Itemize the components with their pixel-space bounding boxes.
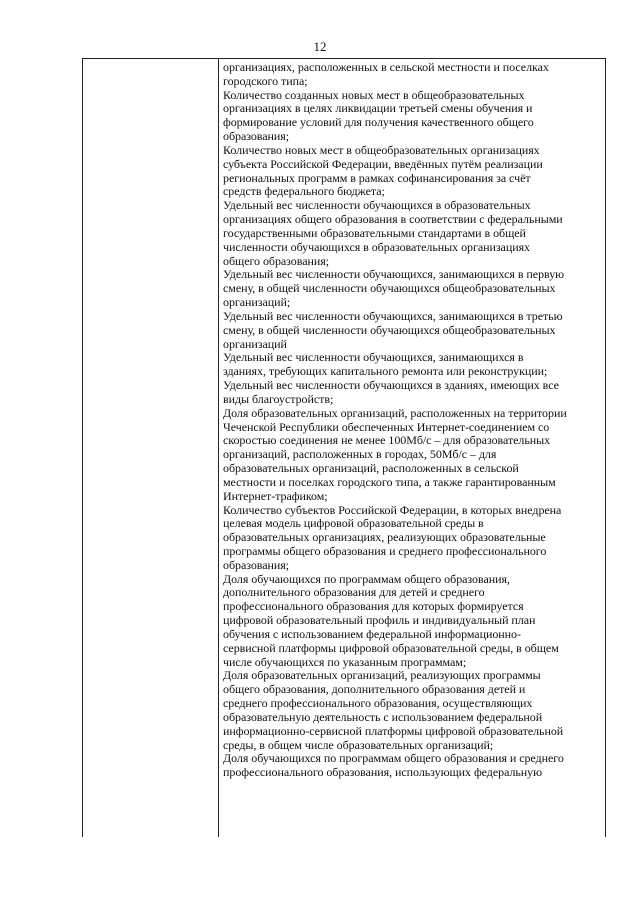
page-number: 12 (313, 39, 327, 54)
text-line: образовательную деятельность с использованием федеральной (223, 709, 543, 724)
text-line: Интернет-трафиком; (223, 488, 328, 503)
text-line: общего образования, дополнительного образования детей и (223, 682, 526, 697)
text-line: Доля обучающихся по программам общего образования, (223, 571, 510, 586)
text-line: общего образования; (223, 253, 329, 268)
text-line: виды благоустройств; (223, 391, 334, 406)
text-line: организациях, расположенных в сельской местности и поселках (223, 60, 549, 74)
text-line: смену, в общей численности обучающихся общеобразовательных (223, 281, 556, 296)
text-line: городского типа; (223, 73, 308, 88)
text-line: Чеченской Республики обеспеченных Интернет-соединением со (223, 419, 550, 434)
indicator-table (82, 58, 606, 837)
text-line: численности обучающихся в образовательных организациях (223, 239, 530, 254)
text-line: Удельный вес численности обучающихся, занимающихся в третью (223, 308, 563, 323)
text-line: среды, в общем числе образовательных организаций; (223, 737, 494, 752)
text-line: дополнительного образования для детей и среднего (223, 585, 485, 600)
text-line: образования; (223, 129, 290, 144)
text-line: профессионального образования, использующих федеральную (223, 765, 543, 780)
text-line: образования; (223, 557, 290, 572)
text-line: Количество субъектов Российской Федерации, в которых внедрена (223, 502, 562, 517)
text-line: Удельный вес численности обучающихся в зданиях, имеющих все (223, 378, 559, 393)
text-line: обучения с использованием федеральной информационно- (223, 626, 521, 641)
text-line: программы общего образования и среднего профессионального (223, 543, 547, 558)
text-line: Количество новых мест в общеобразовательных организациях (223, 142, 540, 157)
table-text-cell (219, 59, 605, 837)
text-line: скоростью соединения не менее 100Мб/с – для образовательных (223, 433, 551, 448)
text-line: организациях в целях ликвидации третьей смены обучения и (223, 101, 533, 116)
text-line: числе обучающихся по указанным программам; (223, 654, 467, 669)
text-line: государственными образовательными стандартами в общей (223, 225, 526, 240)
text-line: Доля образовательных организаций, расположенных на территории (223, 405, 567, 420)
text-line: Доля обучающихся по программам общего образования и среднего (223, 751, 564, 766)
text-line: образовательных организациях, реализующих образовательные (223, 530, 546, 545)
table-empty-cell (83, 59, 219, 837)
text-line: зданиях, требующих капитального ремонта или реконструкции; (223, 364, 548, 379)
text-line: организаций; (223, 295, 291, 310)
text-line: формирование условий для получения качественного общего (223, 115, 534, 130)
text-line: организациях общего образования в соответствии с федеральными (223, 212, 563, 227)
text-line: Удельный вес численности обучающихся, занимающихся в (223, 350, 524, 365)
text-line: региональных программ в рамках софинансирования за счёт (223, 170, 531, 185)
text-line: Количество созданных новых мест в общеобразовательных (223, 87, 525, 102)
text-line: образовательных организаций, расположенных в сельской (223, 461, 519, 476)
text-line: среднего профессионального образования, осуществляющих (223, 696, 533, 711)
text-line: Удельный вес численности обучающихся, занимающихся в первую (223, 267, 565, 282)
text-line: Удельный вес численности обучающихся в образовательных (223, 198, 531, 213)
text-line: местности и поселках городского типа, а также гарантированным (223, 474, 556, 489)
text-line: Доля образовательных организаций, реализующих программы (223, 668, 541, 683)
text-line: организаций (223, 336, 287, 351)
text-line: профессионального образования для которых формируется (223, 599, 524, 614)
text-line: сервисной платформы цифровой образовательной среды, в общем (223, 640, 559, 655)
text-line: средств федерального бюджета; (223, 184, 385, 199)
text-line: организаций, расположенных в городах, 50Мб/с – для (223, 447, 497, 462)
text-line: смену, в общей численности обучающихся общеобразовательных (223, 322, 556, 337)
text-line: информационно-сервисной платформы цифровой образовательной (223, 723, 564, 738)
text-line: субъекта Российской Федерации, введённых путём реализации (223, 156, 543, 171)
text-line: целевая модель цифровой образовательной среды в (223, 516, 484, 531)
text-line: цифровой образовательный профиль и индивидуальный план (223, 613, 536, 628)
